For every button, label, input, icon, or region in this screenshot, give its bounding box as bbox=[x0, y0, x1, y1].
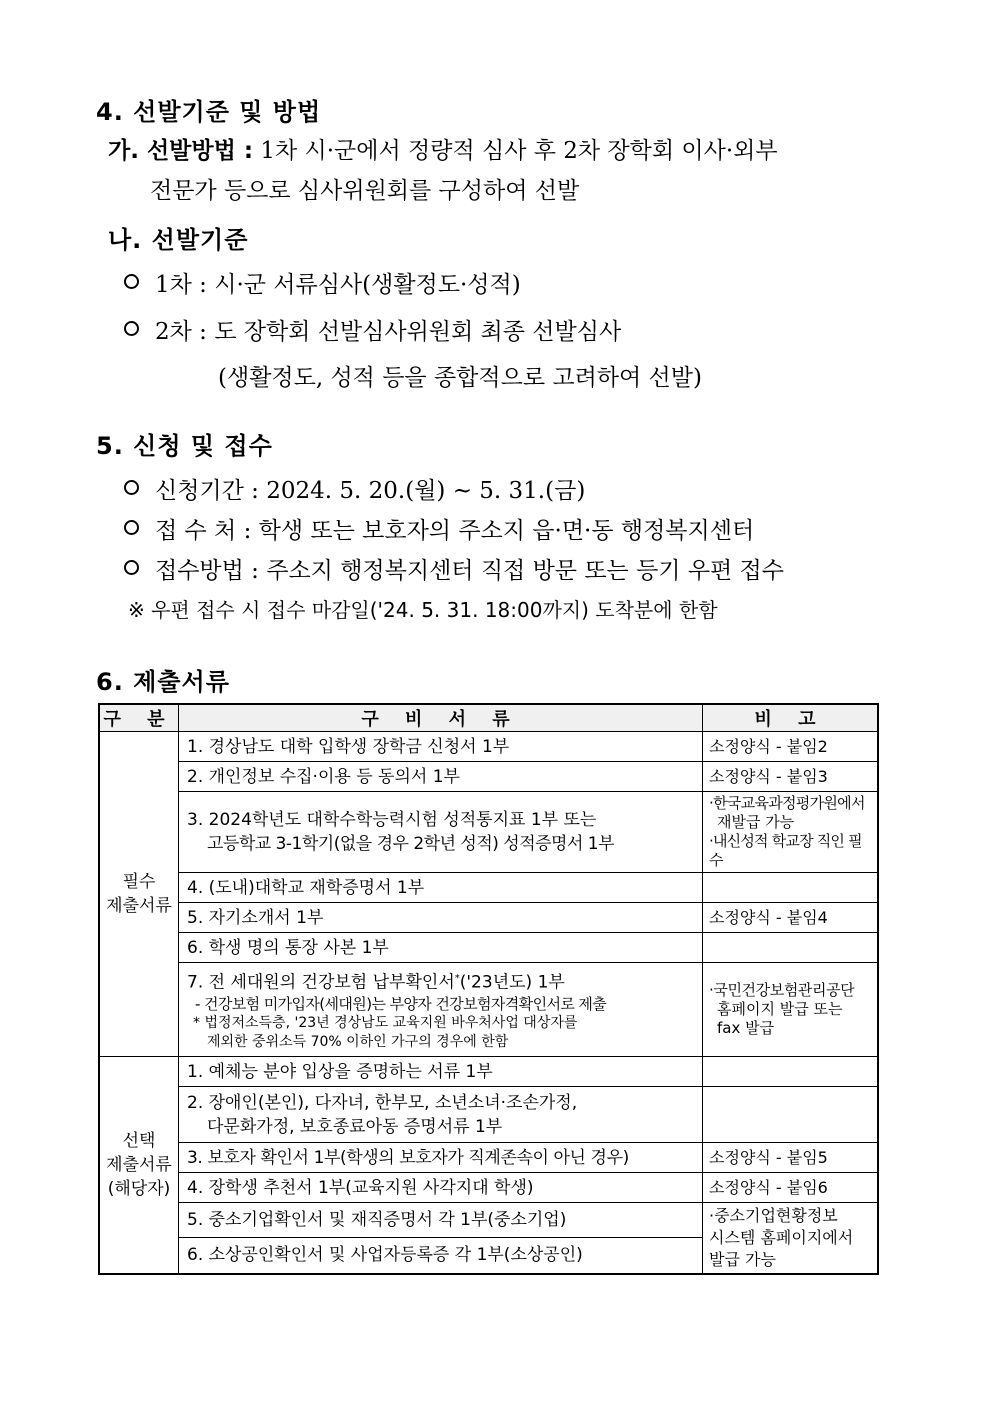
doc-remark: 소정양식 - 붙임6 bbox=[703, 1173, 879, 1203]
doc-item: 3. 보호자 확인서 1부(학생의 보호자가 직계존속이 아닌 경우) bbox=[179, 1143, 703, 1173]
selection-method-text-2: 전문가 등으로 심사위원회를 구성하여 선발 bbox=[150, 178, 580, 204]
doc-remark: 소정양식 - 붙임3 bbox=[703, 762, 879, 792]
doc-item: 7. 전 세대원의 건강보험 납부확인서*('23년도) 1부 - 건강보험 미가입자(세대원)는 부양자 건강보험자격확인서로 제출 * 법정저소득층, '23년 경상남도 교육지원 바우처사업 대상자를 제외한 중위소득 70% 이하인 가구의 경우에 한함 bbox=[179, 963, 703, 1057]
header-documents: 구 비 서 류 bbox=[179, 704, 703, 732]
circle-bullet-icon bbox=[124, 321, 139, 336]
doc-item: 1. 예체능 분야 입상을 증명하는 서류 1부 bbox=[179, 1057, 703, 1087]
doc-item: 1. 경상남도 대학 입학생 장학금 신청서 1부 bbox=[179, 732, 703, 762]
criteria-1-text: 1차 : 시·군 서류심사(생활정도·성적) bbox=[155, 272, 521, 298]
doc-item: 2. 장애인(본인), 다자녀, 한부모, 소년소녀·조손가정, 다문화가정, 보호종료아동 증명서류 1부 bbox=[179, 1087, 703, 1143]
table-row bbox=[99, 792, 878, 873]
table-row bbox=[99, 1203, 878, 1238]
mail-deadline-note: ※ 우편 접수 시 접수 마감일('24. 5. 31. 18:00까지) 도착분에 한함 bbox=[128, 598, 718, 622]
circle-bullet-icon bbox=[124, 480, 139, 495]
table-row bbox=[99, 732, 878, 762]
doc-item: 4. (도내)대학교 재학증명서 1부 bbox=[179, 873, 703, 903]
doc-remark bbox=[703, 1057, 879, 1087]
application-place bbox=[124, 512, 754, 545]
header-remarks: 비 고 bbox=[703, 704, 879, 732]
criteria-2-text: 2차 : 도 장학회 선발심사위원회 최종 선발심사 bbox=[155, 319, 622, 345]
doc-remark bbox=[703, 933, 879, 963]
doc-item: 2. 개인정보 수집·이용 등 동의서 1부 bbox=[179, 762, 703, 792]
circle-bullet-icon bbox=[124, 274, 139, 289]
table-row bbox=[99, 1143, 878, 1173]
application-method bbox=[124, 552, 784, 585]
table-row bbox=[99, 903, 878, 933]
doc-remark: 소정양식 - 붙임5 bbox=[703, 1143, 879, 1173]
documents-table bbox=[98, 703, 879, 1275]
doc-item: 3. 2024학년도 대학수학능력시험 성적통지표 1부 또는 고등학교 3-1학기(없을 경우 2학년 성적) 성적증명서 1부 bbox=[179, 792, 703, 873]
criteria-bullet-2 bbox=[124, 313, 621, 346]
criteria-2-subtext: (생활정도, 성적 등을 종합적으로 고려하여 선발) bbox=[218, 365, 702, 391]
doc-remark: ·국민건강보험관리공단 홈페이지 발급 또는 fax 발급 bbox=[703, 963, 879, 1057]
doc-remark-shared: ·중소기업현황정보 시스템 홈페이지에서 발급 가능 bbox=[703, 1203, 879, 1275]
table-row bbox=[99, 762, 878, 792]
table-row bbox=[99, 963, 878, 1057]
doc-remark bbox=[703, 1087, 879, 1143]
table-row bbox=[99, 933, 878, 963]
optional-category: 선택 제출서류 (해당자) bbox=[99, 1057, 179, 1275]
table-row bbox=[99, 1173, 878, 1203]
doc-remark bbox=[703, 873, 879, 903]
application-method-text: 접수방법 : 주소지 행정복지센터 직접 방문 또는 등기 우편 접수 bbox=[155, 558, 784, 584]
criteria-bullet-1 bbox=[124, 266, 521, 299]
table-row bbox=[99, 873, 878, 903]
application-place-text: 접 수 처 : 학생 또는 보호자의 주소지 읍·면·동 행정복지센터 bbox=[155, 518, 755, 544]
doc-remark: ·한국교육과정평가원에서 재발급 가능 ·내신성적 학교장 직인 필수 bbox=[703, 792, 879, 873]
application-period-text: 신청기간 : 2024. 5. 20.(월) ~ 5. 31.(금) bbox=[155, 478, 586, 504]
selection-method-label: 가. 선발방법 : bbox=[108, 138, 254, 164]
doc-item: 6. 소상공인확인서 및 사업자등록증 각 1부(소상공인) bbox=[179, 1237, 703, 1274]
required-category: 필수 제출서류 bbox=[99, 732, 179, 1057]
doc-remark: 소정양식 - 붙임4 bbox=[703, 903, 879, 933]
table-header-row bbox=[99, 704, 878, 732]
section-5-title: 5. 신청 및 접수 bbox=[96, 432, 273, 460]
doc-item: 5. 중소기업확인서 및 재직증명서 각 1부(중소기업) bbox=[179, 1203, 703, 1238]
header-category: 구 분 bbox=[99, 704, 179, 732]
doc-item: 4. 장학생 추천서 1부(교육지원 사각지대 학생) bbox=[179, 1173, 703, 1203]
doc-item: 5. 자기소개서 1부 bbox=[179, 903, 703, 933]
doc-item: 6. 학생 명의 통장 사본 1부 bbox=[179, 933, 703, 963]
circle-bullet-icon bbox=[124, 520, 139, 535]
section-4-title: 4. 선발기준 및 방법 bbox=[96, 98, 322, 126]
selection-method-text: 1차 시·군에서 정량적 심사 후 2차 장학회 이사·외부 bbox=[260, 138, 778, 164]
doc-remark: 소정양식 - 붙임2 bbox=[703, 732, 879, 762]
table-row bbox=[99, 1087, 878, 1143]
table-row bbox=[99, 1057, 878, 1087]
circle-bullet-icon bbox=[124, 560, 139, 575]
selection-method-line bbox=[108, 132, 778, 165]
application-period bbox=[124, 472, 585, 505]
selection-criteria-title: 나. 선발기준 bbox=[108, 226, 249, 254]
section-6-title: 6. 제출서류 bbox=[96, 668, 230, 696]
